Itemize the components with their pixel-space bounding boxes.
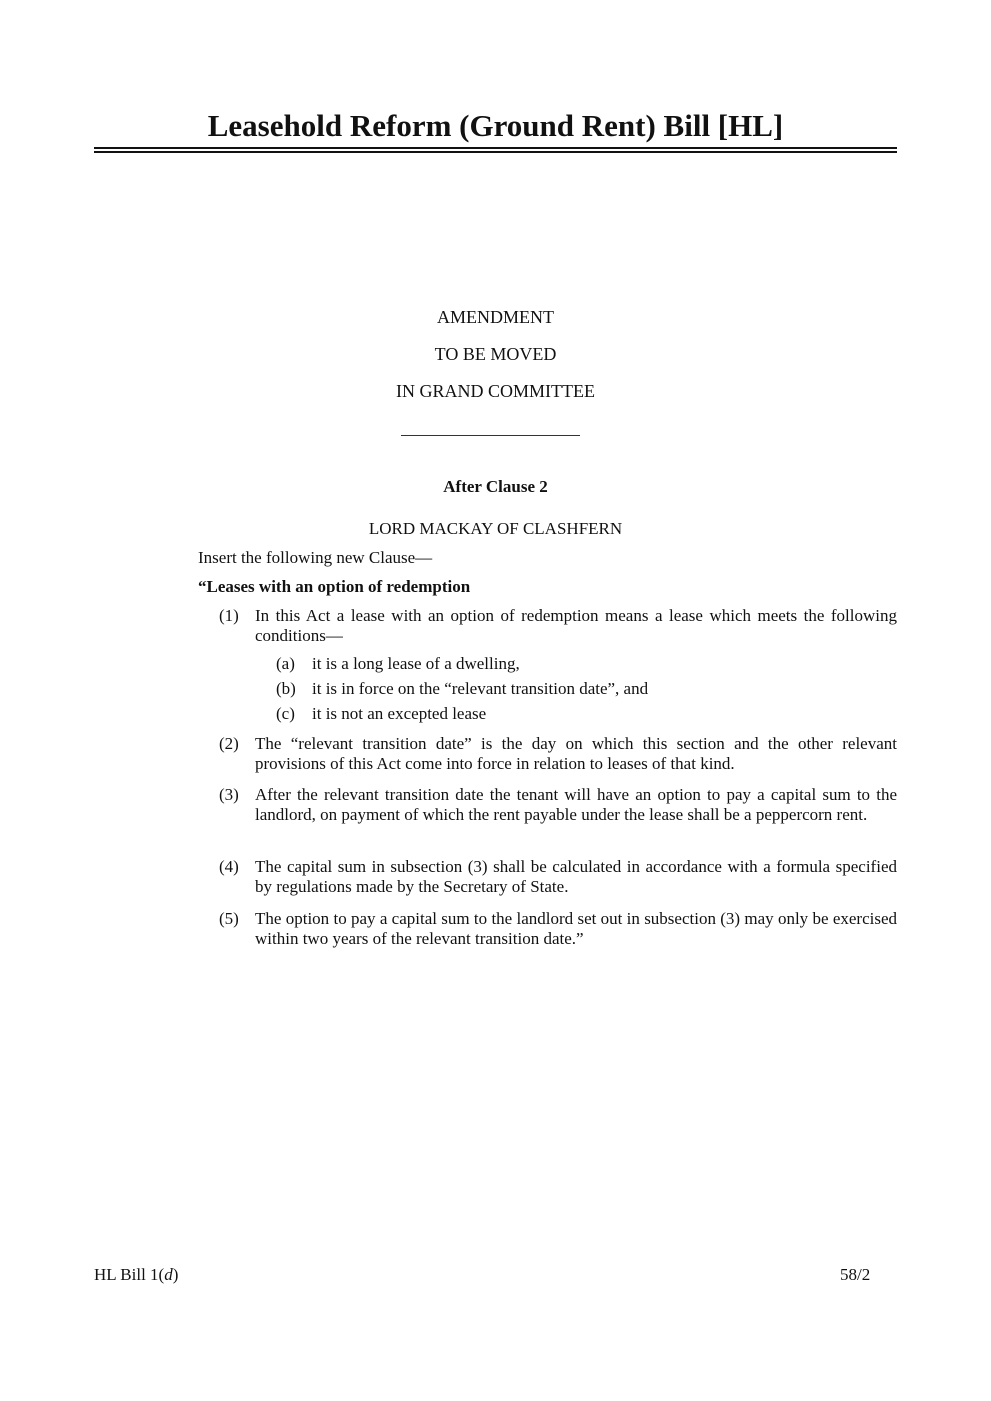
section-divider — [401, 435, 580, 436]
subsection-text: The option to pay a capital sum to the landlord set out in subsection (3) may only be exercised within two years of the relevant transition date.” — [255, 909, 897, 948]
mover-name: LORD MACKAY OF CLASHFERN — [368, 519, 623, 538]
item-a — [276, 653, 520, 674]
item-number: (b) — [276, 679, 296, 698]
subsection-number: (4) — [219, 857, 239, 876]
title-rule-top — [94, 147, 897, 149]
item-b — [276, 678, 648, 699]
heading-grand-committee: IN GRAND COMMITTEE — [396, 381, 595, 401]
clause-position: After Clause 2 — [443, 477, 548, 496]
item-number: (c) — [276, 704, 295, 723]
heading-amendment: AMENDMENT — [437, 307, 554, 327]
subsection-5 — [219, 909, 897, 951]
subsection-text: After the relevant transition date the tenant will have an option to pay a capital sum to the landlord, on payment of which the rent payable under the lease shall be a peppercorn rent. — [255, 785, 897, 824]
new-clause-title: “Leases with an option of redemption — [198, 577, 471, 596]
bill-ref-prefix: HL Bill 1( — [94, 1265, 165, 1284]
subsection-text: The “relevant transition date” is the day on which this section and the other relevant provisions of this Act come into force in relation to leases of that kind. — [255, 734, 897, 773]
subsection-number: (1) — [219, 606, 239, 625]
subsection-text: The capital sum in subsection (3) shall be calculated in accordance with a formula specified by regulations made by the Secretary of State. — [255, 857, 897, 896]
subsection-number: (3) — [219, 785, 239, 804]
item-number: (a) — [276, 654, 295, 673]
bill-title: Leasehold Reform (Ground Rent) Bill [HL] — [207, 108, 784, 143]
bill-ref-suffix: ) — [172, 1265, 179, 1284]
subsection-text: In this Act a lease with an option of redemption means a lease which meets the following conditions— — [255, 606, 897, 645]
bill-reference — [94, 1264, 178, 1286]
subsection-4 — [219, 857, 897, 899]
heading-to-be-moved: TO BE MOVED — [434, 344, 557, 364]
bill-ref-italic: d — [164, 1265, 173, 1284]
subsection-number: (5) — [219, 909, 239, 928]
subsection-3 — [219, 785, 897, 847]
item-c — [276, 703, 486, 724]
item-text: it is not an excepted lease — [312, 704, 487, 723]
page-reference: 58/2 — [840, 1265, 871, 1284]
title-rule-bottom — [94, 151, 897, 153]
item-text: it is a long lease of a dwelling, — [312, 654, 520, 673]
insert-instruction: Insert the following new Clause— — [198, 548, 433, 567]
subsection-1 — [219, 606, 897, 648]
subsection-2 — [219, 734, 897, 776]
subsection-number: (2) — [219, 734, 239, 753]
item-text: it is in force on the “relevant transition date”, and — [312, 679, 649, 698]
